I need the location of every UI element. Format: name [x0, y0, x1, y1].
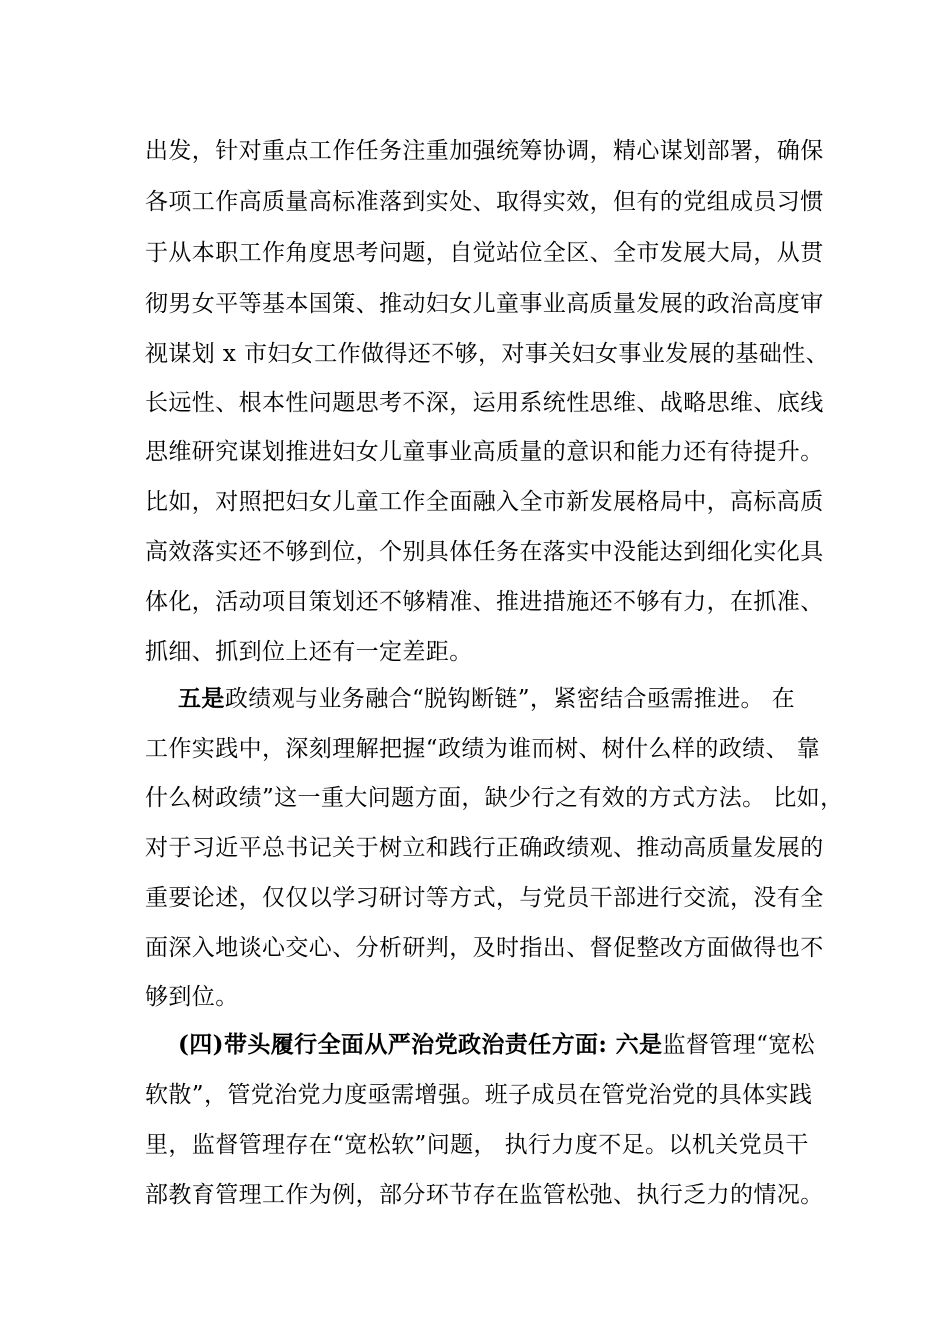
paragraph-line: 什么树政绩”这一重大问题方面，缺少行之有效的方式方法。 比如，	[145, 785, 844, 811]
paragraph-line: 够到位。	[145, 984, 239, 1010]
paragraph-line: 面深入地谈心交心、分析研判，及时指出、督促整改方面做得也不	[145, 935, 824, 961]
paragraph-line: 抓细、抓到位上还有一定差距。	[145, 639, 473, 665]
paragraph-line: 高效落实还不够到位，个别具体任务在落实中没能达到细化实化具	[145, 539, 824, 565]
paragraph-line: 五是政绩观与业务融合“脱钩断链”，紧密结合亟需推进。 在	[178, 685, 796, 712]
paragraph-line: 各项工作高质量高标准落到实处、取得实效，但有的党组成员习惯	[145, 189, 824, 215]
paragraph-line: 思维研究谋划推进妇女儿童事业高质量的意识和能力还有待提升。	[145, 439, 824, 465]
paragraph-line: 重要论述，仅仅以学习研讨等方式，与党员干部进行交流，没有全	[145, 885, 824, 911]
paragraph-line: 对于习近平总书记关于树立和践行正确政绩观、推动高质量发展的	[145, 835, 824, 861]
paragraph-line: 彻男女平等基本国策、推动妇女儿童事业高质量发展的政治高度审	[145, 291, 824, 317]
paragraph-line: (四)带头履行全面从严治党政治责任方面: 六是监督管理“宽松	[178, 1031, 816, 1058]
paragraph-line: 出发，针对重点工作任务注重加强统筹协调，精心谋划部署，确保	[145, 138, 824, 164]
paragraph-line: 里，监督管理存在“宽松软”问题， 执行力度不足。以机关党员干	[145, 1132, 809, 1158]
section-heading-bold: (四)带头履行全面从严治党政治责任方面: 六是	[178, 1031, 663, 1058]
section-lead-bold: 五是	[178, 685, 225, 712]
paragraph-line: 部教育管理工作为例，部分环节存在监管松弛、执行乏力的情况。	[145, 1182, 824, 1208]
paragraph-line: 比如，对照把妇女儿童工作全面融入全市新发展格局中，高标高质	[145, 489, 824, 515]
paragraph-line: 视谋划 x 市妇女工作做得还不够，对事关妇女事业发展的基础性、	[145, 341, 829, 367]
paragraph-line: 软散”，管党治党力度亟需增强。班子成员在管党治党的具体实践	[145, 1082, 813, 1108]
paragraph-line: 体化，活动项目策划还不够精准、推进措施还不够有力，在抓准、	[145, 589, 824, 615]
paragraph-line: 工作实践中，深刻理解把握“政绩为谁而树、树什么样的政绩、 靠	[145, 736, 821, 762]
paragraph-line: 于从本职工作角度思考问题，自觉站位全区、全市发展大局，从贯	[145, 240, 824, 266]
paragraph-line: 长远性、根本性问题思考不深，运用系统性思维、战略思维、底线	[145, 390, 824, 416]
